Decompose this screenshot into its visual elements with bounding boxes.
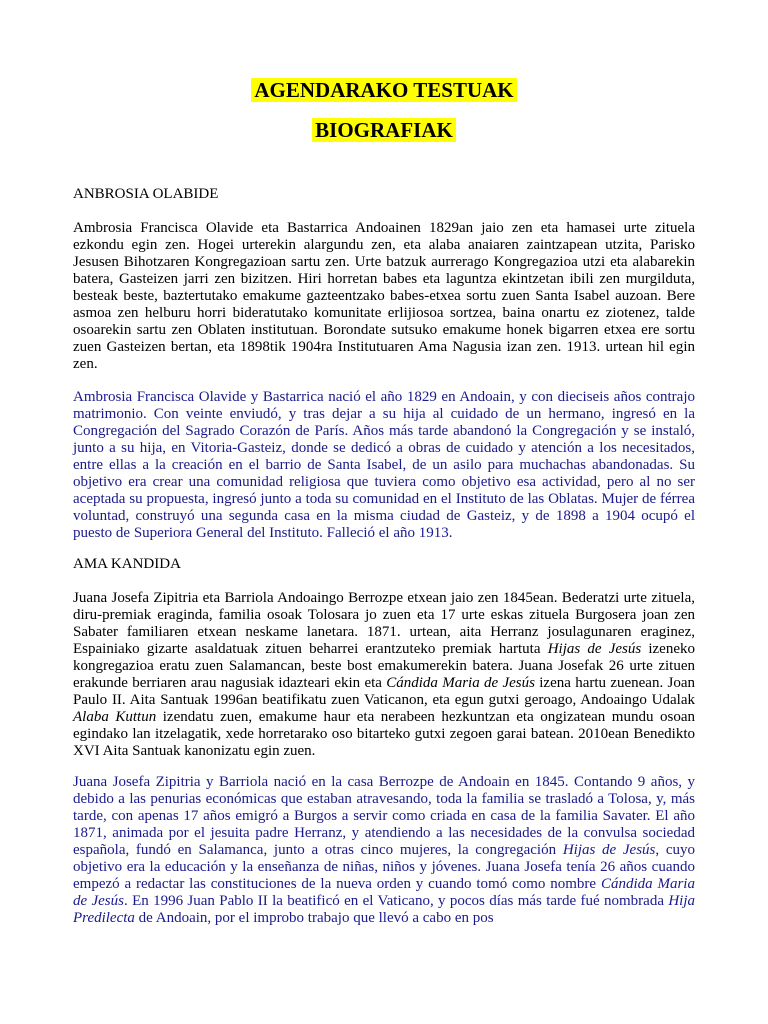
italic-run: Hijas de Jesús [562,842,656,858]
paragraph-kandida-basque [73,590,695,760]
text-run: izeneko kongregazioa eratu zuen Salamancan, beste bost emakumerekin batera. Juana Josefak 26 urte zituen erakunde berriaren arau nagusiak idazteari ekin eta [73,641,696,691]
paragraph-kandida-spanish [73,774,695,927]
text-run: . En 1996 Juan Pablo II la beatificó en el Vaticano, y pocos días más tarde fué nombrada [124,893,669,909]
italic-run: Cándida Maria de Jesús [73,876,695,909]
text-run: Juana Josefa Zipitria eta Barriola Andoaingo Berrozpe etxean jaio zen 1845ean. Bederatzi urte zituela, diru-premiak eraginda, familia osoak Tolosara jo zuen eta 17 urte eskas zituela Burgosera joan zen Sabater familiaren etxean neskame lanetara. 1871. urtean, aita Herranz josulagunaren eraginez, Espainiako gizarte asaldatuak zituen beharrei erantzuteko premiak hartuta [73,590,695,657]
subtitle-text: BIOGRAFIAK [312,118,456,142]
paragraph-anbrosia-basque: Ambrosia Francisca Olavide eta Bastarrica Andoainen 1829an jaio zen eta hamasei urte zituela ezkondu egin zen. Hogei urterekin alargundu zen, eta alaba anaiaren zaintzapean utzita, Parisko Jesusen Bihotzaren Kongregazioan sartu zen. Urte batzuk aurrerago Kongregazioa utzi eta alabarekin batera, Gasteizen jarri zen bizitzen. Hiri horretan babes eta laguntza ekintzetan ibili zen murgilduta, besteak beste, baztertutako emakume gazteentzako babes-etxea sortu zuen Santa Isabel auzoan. Bere asmoa zen helburu horri bideratutako komunitate erlijiosoa sortzea, baina onartu ez ziotenez, talde osoarekin sartu zen Oblaten institutuan. Borondate sutsuko emakume honek bigarren etxea ere sortu zuen Gasteizen bertan, eta 1898tik 1904ra Institutuaren Ama Nagusia izan zen. 1913. urtean hil egin zen. [73,220,695,372]
text-run: izendatu zuen, emakume haur eta nerabeen hezkuntzan eta ongizatean mundu osoan egindako lan itzelagatik, xede horretarako oso bitarteko gutxi zegoen garai batean. 2010ean Benedikto XVI Aita Santuak kanonizatu egin zuen. [73,709,696,759]
paragraph-anbrosia-spanish: Ambrosia Francisca Olavide y Bastarrica nació el año 1829 en Andoain, y con dieciseis años contrajo matrimonio. Con veinte enviudó, y tras dejar a su hija al cuidado de un hermano, ingresó en la Congregación del Sagrado Corazón de París. Años más tarde abandonó la Congregación y se instaló, junto a su hija, en Vitoria-Gasteiz, donde se dedicó a obras de cuidado y atención a los necesitados, entre ellas a la creación en el barrio de Santa Isabel, de un asilo para muchachas abandonadas. Su objetivo era crear una comunidad religiosa que tuviera como objetivo esa actividad, pero al no ser aceptada su propuesta, ingresó junto a toda su comunidad en el Instituto de las Oblatas. Mujer de férrea voluntad, construyó una segunda casa en la misma ciudad de Gasteiz, y de 1898 a 1904 ocupó el puesto de Superiora General del Instituto. Falleció el año 1913. [73,389,695,541]
italic-run: Cándida Maria de Jesús [386,675,535,691]
italic-run: Hija Predilecta [73,893,696,926]
text-run: Juana Josefa Zipitria y Barriola nació en la casa Berrozpe de Andoain en 1845. Contando 9 años, y debido a las penurias económicas que estaban atravesando, toda la familia se trasladó a Tolosa, y, más tarde, con apenas 17 años emigró a Burgos a servir como criada en casa de la familia Savater. El año 1871, animada por el jesuita padre Herranz, y atendiendo a las necesidades de la convulsa sociedad española, fundó en Salamanca, junto a otras cinco mujeres, la congregación [73,774,695,858]
text-run: , cuyo objetivo era la educación y la enseñanza de niñas, niños y jóvenes. Juana Josefa tenía 26 años cuando empezó a redactar las constituciones de la nueva orden y cuando tomó como nombre [73,842,695,892]
section-heading-kandida: AMA KANDIDA [73,556,181,572]
subtitle [73,118,695,142]
main-title [73,78,695,102]
text-run: de Andoain, por el improbo trabajo que llevó a cabo en pos [134,910,494,926]
italic-run: Hijas de Jesús [547,641,642,657]
main-title-text: AGENDARAKO TESTUAK [251,78,516,102]
text-run: izena hartu zuenean. Joan Paulo II. Aita Santuak 1996an beatifikatu zuen Vaticanon, eta egun gutxi geroago, Andoaingo Udalak [73,675,695,708]
italic-run: Alaba Kuttun [73,709,157,725]
section-heading-anbrosia: ANBROSIA OLABIDE [73,186,219,202]
